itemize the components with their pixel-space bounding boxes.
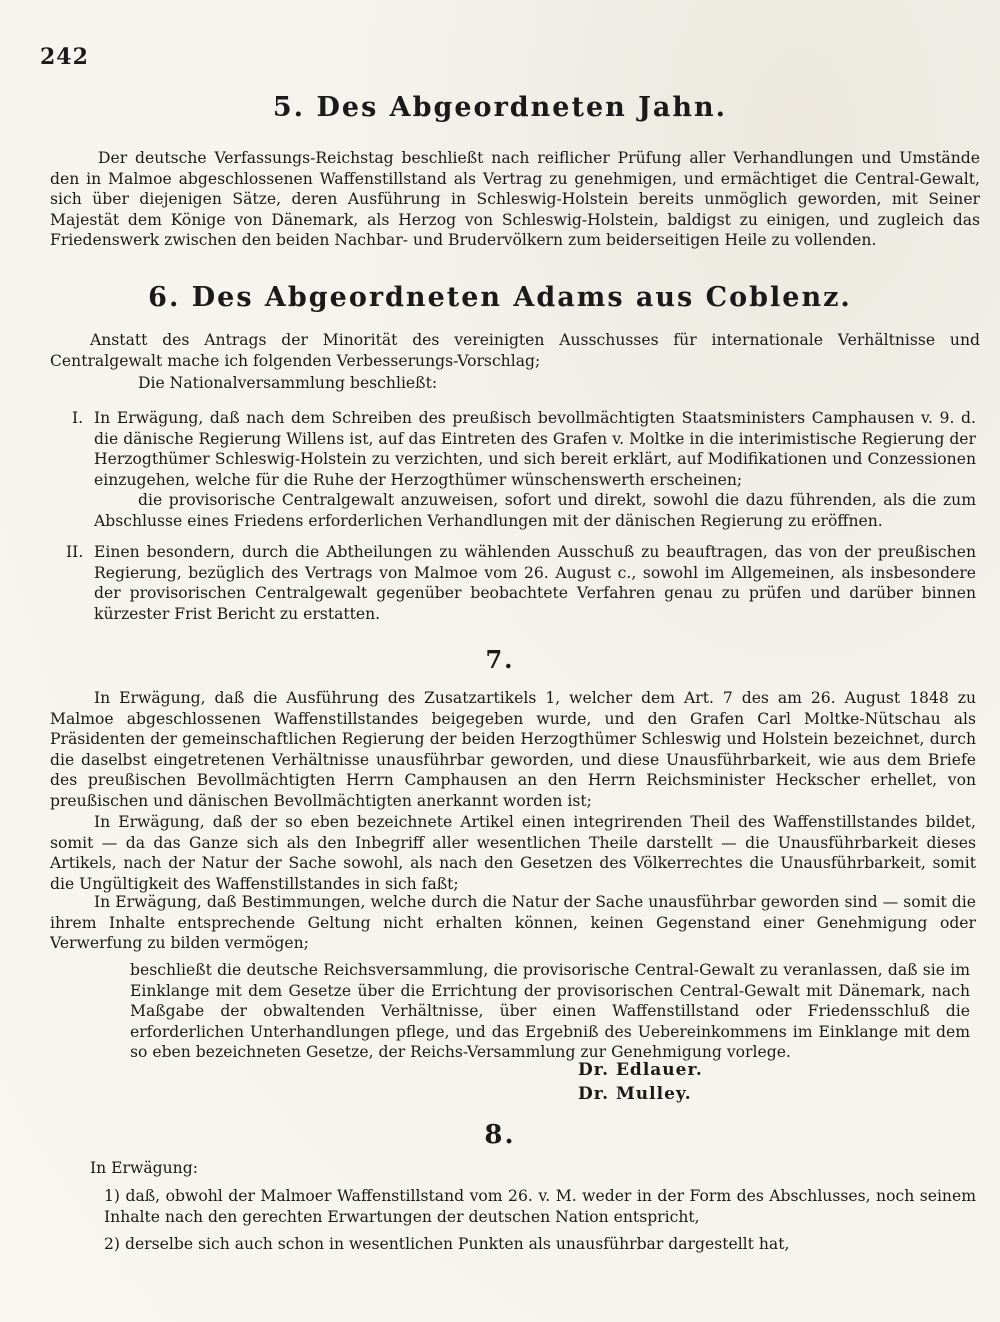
signature-edlauer: Dr. Edlauer. (578, 1060, 703, 1080)
section-8-intro: In Erwägung: (90, 1159, 198, 1177)
section-6-item-2-numeral: II. (66, 543, 84, 561)
signature-mulley: Dr. Mulley. (578, 1084, 692, 1104)
section-8-heading: 8. (484, 1120, 516, 1150)
section-5-paragraph: Der deutsche Verfassungs-Reichstag beschließt nach reiflicher Prüfung aller Verhandlungen und Umstände den in Malmoe abgeschlossenen Waffenstillstand als Vertrag zu genehmigen, und ermächtiget die Central-Gewalt, sich über diejenigen Sätze, deren Ausführung in Schleswig-Holstein bereits unmöglich geworden, mit Seiner Majestät dem Könige von Dänemark, als Herzog von Schleswig-Holstein, baldigst zu einigen, und zugleich das Friedenswerk zwischen den beiden Nachbar- und Brudervölkern zum beiderseitigen Heile zu vollenden. (50, 149, 980, 249)
section-6-intro: Anstatt des Antrags der Minorität des vereinigten Ausschusses für internationale Verhältnisse und Centralgewalt mache ich folgenden Verbesserungs-Vorschlag; (50, 331, 980, 370)
section-7-paragraph-3: In Erwägung, daß Bestimmungen, welche durch die Natur der Sache unausführbar geworden sind — somit die ihrem Inhalte entsprechende Geltung nicht erhalten können, keinen Gegenstand einer Genehmigung oder Verwerfung zu bilden vermögen; (50, 893, 976, 952)
section-7-heading: 7. (485, 645, 515, 674)
section-7-paragraph-2: In Erwägung, daß der so eben bezeichnete Artikel einen integrirenden Theil des Waffenstillstandes bildet, somit — da das Ganze sich als den Inbegriff aller wesentlichen Theile darstellt — die Unausführbarkeit dieses Artikels, nach der Natur der Sache sowohl, als nach den Gesetzen des Völkerrechtes die Unausführbarkeit, somit die Ungültigkeit des Waffenstillstandes in sich faßt; (50, 813, 976, 893)
section-6-resolves: Die Nationalversammlung beschließt: (138, 374, 438, 392)
section-5-heading: 5. Des Abgeordneten Jahn. (272, 92, 728, 123)
section-6-item-2: Einen besondern, durch die Abtheilungen zu wählenden Ausschuß zu beauftragen, das von der preußischen Regierung, bezüglich des Vertrags von Malmoe vom 26. August c., sowohl im Allgemeinen, als insbesondere der provisorischen Centralgewalt gegenüber beobachtete Verfahren genau zu prüfen und darüber binnen kürzester Frist Bericht zu erstatten. (94, 543, 976, 623)
section-8-item-1: 1) daß, obwohl der Malmoer Waffenstillstand vom 26. v. M. weder in der Form des Abschlusses, noch seinem Inhalte nach den gerechten Erwartungen der deutschen Nation entspricht, (104, 1187, 976, 1226)
section-7-paragraph-1: In Erwägung, daß die Ausführung des Zusatzartikels 1, welcher dem Art. 7 des am 26. August 1848 zu Malmoe abgeschlossenen Waffenstillstandes beigegeben wurde, und den Grafen Carl Moltke-Nütschau als Präsidenten der gemeinschaftlichen Regierung der beiden Herzogthümer Schleswig und Holstein bezeichnet, durch die daselbst eingetretenen Verhältnisse unausführbar geworden, und diese Unausführbarkeit, wie aus dem Briefe des preußischen Bevollmächtigten Herrn Camphausen an den Herrn Reichsminister Heckscher erhellet, von preußischen und dänischen Bevollmächtigten anerkannt worden ist; (50, 689, 976, 810)
section-6-item-1-numeral: I. (72, 409, 84, 427)
section-8-item-2: 2) derselbe sich auch schon in wesentlichen Punkten als unausführbar dargestellt hat, (104, 1235, 790, 1253)
section-6-item-1: In Erwägung, daß nach dem Schreiben des preußisch bevollmächtigten Staatsministers Camphausen v. 9. d. die dänische Regierung Willens ist, auf das Eintreten des Grafen v. Moltke in die interimistische Regierung der Herzogthümer Schleswig-Holstein zu verzichten, und sich bereit erklärt, auf Modifikationen und Conzessionen einzugehen, welche für die Ruhe der Herzogthümer wünschenswerth erscheinen; (94, 409, 976, 489)
page-number: 242 (40, 44, 89, 70)
section-6-item-1-continuation: die provisorische Centralgewalt anzuweisen, sofort und direkt, sowohl die dazu führenden, als die zum Abschlusse eines Friedens erforderlichen Verhandlungen mit der dänischen Regierung zu eröffnen. (94, 491, 976, 530)
section-6-heading: 6. Des Abgeordneten Adams aus Coblenz. (148, 282, 852, 313)
section-7-paragraph-4: beschließt die deutsche Reichsversammlung, die provisorische Central-Gewalt zu veranlassen, daß sie im Einklange mit dem Gesetze über die Errichtung der provisorischen Central-Gewalt mit Dänemark, nach Maßgabe der obwaltenden Verhältnisse, über einen Waffenstillstand oder Friedensschluß die erforderlichen Unterhandlungen pflege, und das Ergebniß des Uebereinkommens im Einklange mit dem so eben bezeichneten Gesetze, der Reichs-Versammlung zur Genehmigung vorlege. (130, 961, 970, 1061)
